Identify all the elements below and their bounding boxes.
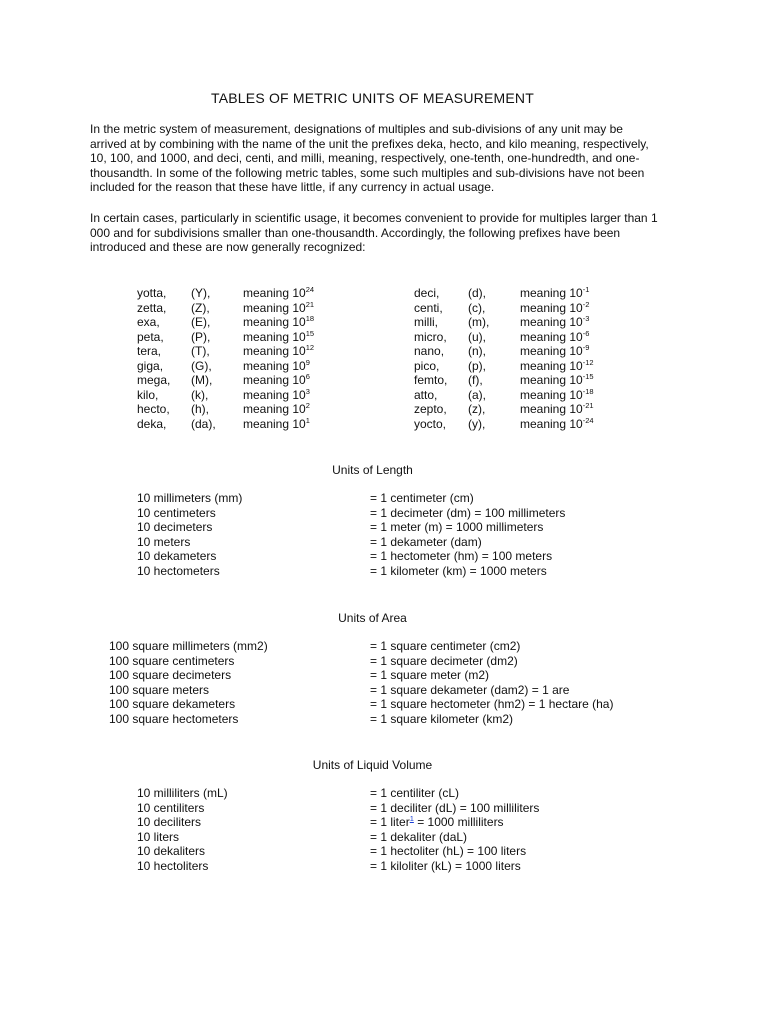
prefix-name: peta, — [137, 329, 164, 344]
prefix-meaning — [520, 373, 594, 388]
prefix-meaning — [520, 359, 594, 374]
prefix-meaning-base: meaning 10 — [520, 402, 583, 416]
unit-quantity: 100 square millimeters (mm2) — [109, 639, 268, 653]
prefix-exponent: 21 — [305, 299, 315, 309]
prefix-name: giga, — [137, 358, 164, 373]
prefix-meaning-base: meaning 10 — [520, 387, 583, 402]
prefix-name: micro, — [414, 329, 447, 344]
prefix-name: nano, — [414, 344, 445, 358]
unit-equivalent-text: = 1 kilometer (km) = 1000 meters — [370, 563, 547, 578]
prefix-name: exa, — [137, 315, 160, 329]
unit-row — [0, 697, 620, 712]
prefix-name: yotta, — [137, 286, 167, 300]
prefix-meaning-base: meaning 10 — [243, 358, 306, 373]
prefix-meaning-base: meaning 10 — [243, 315, 306, 329]
prefix-name: deci, — [414, 286, 440, 300]
prefix-exponent: 2 — [305, 401, 310, 410]
prefix-meaning-base: meaning 10 — [243, 387, 306, 402]
unit-quantity: 10 meters — [137, 534, 191, 549]
unit-quantity: 100 square hectometers — [109, 711, 239, 726]
prefix-symbol: (d), — [468, 286, 486, 300]
prefix-meaning-base: meaning 10 — [243, 300, 306, 315]
unit-equivalent-text: = 1 centimeter (cm) — [370, 491, 474, 505]
unit-quantity: 10 centiliters — [137, 800, 205, 815]
prefix-exponent: -1 — [582, 285, 590, 294]
unit-row — [0, 801, 620, 816]
unit-equivalent-text-after: = 1000 milliliters — [413, 815, 504, 830]
prefix-meaning-base: meaning 10 — [243, 373, 306, 387]
prefixes-paragraph: In certain cases, particularly in scientific usage, it becomes convenient to provide for multiples larger than 1 000 and for subdivisions smaller than one-thousandth. Accordingly, the following prefixes have been introduced and these are now generally recognized: — [90, 211, 658, 255]
unit-row — [0, 506, 620, 521]
prefix-meaning — [520, 315, 589, 330]
prefix-name: femto, — [414, 373, 448, 387]
liquid-volume-table — [0, 786, 620, 874]
prefix-meaning-base: meaning 10 — [520, 286, 583, 300]
prefix-meaning — [243, 388, 310, 403]
prefix-symbol: (f), — [468, 373, 483, 387]
unit-quantity: 10 hectometers — [137, 563, 220, 578]
prefix-symbol: (P), — [191, 329, 211, 344]
prefix-symbol: (y), — [468, 416, 486, 431]
prefix-exponent: -9 — [582, 343, 590, 352]
prefix-meaning — [243, 315, 314, 330]
prefix-symbol: (G), — [191, 358, 212, 373]
prefix-symbol: (h), — [191, 402, 209, 416]
prefix-symbol: (a), — [468, 387, 486, 402]
prefix-name: milli, — [414, 315, 438, 329]
unit-row — [0, 668, 620, 683]
prefix-meaning — [243, 344, 314, 359]
unit-equivalent-text: = 1 square centimeter (cm2) — [370, 639, 521, 653]
prefix-name: centi, — [414, 300, 443, 315]
prefix-exponent: -21 — [582, 401, 594, 410]
prefix-symbol: (M), — [191, 373, 213, 387]
unit-equivalent-text: = 1 decimeter (dm) = 100 millimeters — [370, 505, 566, 520]
unit-equivalent — [370, 654, 518, 669]
prefix-meaning — [243, 286, 314, 301]
prefix-symbol: (u), — [468, 329, 486, 344]
prefix-exponent: -15 — [582, 372, 594, 381]
prefix-meaning-base: meaning 10 — [243, 344, 306, 358]
unit-equivalent — [370, 683, 569, 698]
prefix-name: mega, — [137, 373, 171, 387]
prefix-symbol: (Z), — [191, 300, 210, 315]
unit-equivalent — [370, 520, 543, 535]
unit-equivalent-text: = 1 kiloliter (kL) = 1000 liters — [370, 858, 521, 873]
prefix-name: pico, — [414, 358, 440, 373]
unit-equivalent — [370, 801, 539, 816]
prefix-meaning — [243, 330, 314, 345]
unit-row — [0, 520, 620, 535]
unit-equivalent — [370, 535, 482, 550]
prefix-meaning-base: meaning 10 — [520, 373, 583, 387]
unit-quantity: 10 liters — [137, 829, 180, 844]
prefix-meaning-base: meaning 10 — [520, 358, 583, 373]
prefix-meaning — [520, 330, 589, 345]
prefix-name: zepto, — [414, 402, 447, 416]
length-section-title: Units of Length — [332, 463, 413, 477]
unit-equivalent-text: = 1 hectoliter (hL) = 100 liters — [370, 844, 527, 859]
unit-row — [0, 491, 620, 506]
prefix-exponent: 6 — [305, 372, 310, 381]
unit-equivalent-text: = 1 square meter (m2) — [370, 668, 490, 683]
prefix-meaning-base: meaning 10 — [520, 329, 583, 344]
unit-equivalent-text: = 1 centiliter (cL) — [370, 786, 460, 800]
prefix-meaning — [520, 344, 589, 359]
unit-row — [0, 639, 620, 654]
unit-row — [0, 683, 620, 698]
unit-row — [0, 830, 620, 845]
unit-quantity: 100 square decimeters — [109, 668, 232, 683]
unit-quantity: 10 hectoliters — [137, 858, 209, 873]
prefix-meaning-base: meaning 10 — [520, 416, 583, 431]
prefix-meaning-base: meaning 10 — [243, 329, 306, 344]
unit-equivalent — [370, 491, 474, 506]
prefix-name: deka, — [137, 416, 167, 431]
unit-equivalent-text: = 1 meter (m) = 1000 millimeters — [370, 520, 544, 535]
unit-equivalent-text: = 1 square dekameter (dam2) = 1 are — [370, 682, 570, 697]
unit-quantity: 10 millimeters (mm) — [137, 491, 243, 505]
unit-equivalent-text: = 1 square kilometer (km2) — [370, 711, 514, 726]
area-table — [0, 639, 620, 727]
prefix-exponent: 24 — [305, 285, 315, 294]
prefix-name: atto, — [414, 387, 438, 402]
prefix-meaning — [243, 373, 310, 388]
prefix-meaning — [243, 359, 310, 374]
unit-row — [0, 549, 620, 564]
prefix-symbol: (T), — [191, 344, 210, 358]
prefix-meaning-base: meaning 10 — [520, 315, 583, 329]
prefix-exponent: 9 — [305, 357, 310, 367]
unit-equivalent — [370, 549, 552, 564]
area-section-title: Units of Area — [338, 611, 407, 625]
unit-row — [0, 535, 620, 550]
unit-equivalent-text: = 1 dekaliter (daL) — [370, 829, 468, 844]
unit-equivalent — [370, 815, 504, 830]
prefix-meaning — [243, 402, 310, 417]
unit-quantity: 10 decimeters — [137, 520, 213, 535]
prefix-meaning — [520, 402, 594, 417]
unit-row — [0, 815, 620, 830]
prefix-meaning-base: meaning 10 — [243, 402, 306, 416]
prefix-exponent: -24 — [582, 415, 594, 425]
unit-equivalent-text: = 1 square hectometer (hm2) = 1 hectare (ha) — [370, 697, 614, 712]
prefix-meaning — [243, 301, 314, 316]
unit-quantity: 100 square dekameters — [109, 697, 236, 712]
unit-equivalent — [370, 564, 547, 579]
unit-quantity: 100 square meters — [109, 682, 210, 697]
unit-quantity: 10 milliliters (mL) — [137, 786, 228, 800]
prefix-meaning-base: meaning 10 — [520, 300, 583, 315]
unit-row — [0, 712, 620, 727]
prefix-name: yocto, — [414, 416, 447, 431]
prefix-symbol: (c), — [468, 300, 486, 315]
unit-equivalent — [370, 712, 513, 727]
unit-equivalent — [370, 786, 459, 801]
prefix-symbol: (da), — [191, 416, 216, 431]
unit-row — [0, 654, 620, 669]
prefix-exponent: -12 — [582, 357, 594, 367]
prefix-exponent: 18 — [305, 314, 315, 323]
unit-equivalent-text: = 1 dekameter (dam) — [370, 534, 482, 549]
unit-row — [0, 859, 620, 874]
prefix-name: zetta, — [137, 300, 167, 315]
unit-row — [0, 564, 620, 579]
prefix-name: tera, — [137, 344, 162, 358]
prefix-symbol: (p), — [468, 358, 486, 373]
prefix-symbol: (E), — [191, 315, 211, 329]
unit-equivalent — [370, 830, 467, 845]
unit-quantity: 10 centimeters — [137, 505, 216, 520]
prefix-exponent: 1 — [305, 415, 310, 425]
footnote-link[interactable]: 1 — [409, 814, 414, 824]
unit-row — [0, 786, 620, 801]
prefix-meaning-base: meaning 10 — [520, 344, 583, 358]
unit-equivalent — [370, 506, 565, 521]
prefix-symbol: (z), — [468, 402, 486, 416]
prefix-symbol: (n), — [468, 344, 486, 358]
page-title: TABLES OF METRIC UNITS OF MEASUREMENT — [211, 90, 534, 106]
prefix-meaning — [520, 388, 594, 403]
unit-equivalent — [370, 697, 613, 712]
prefix-exponent: 15 — [305, 328, 315, 338]
prefix-meaning — [243, 417, 310, 432]
prefix-meaning-base: meaning 10 — [243, 286, 306, 300]
length-table — [0, 491, 620, 579]
prefix-symbol: (m), — [468, 315, 490, 329]
unit-equivalent-text: = 1 deciliter (dL) = 100 milliliters — [370, 800, 540, 815]
unit-equivalent-text: = 1 square decimeter (dm2) — [370, 653, 518, 668]
prefix-meaning — [520, 286, 589, 301]
prefix-exponent: -6 — [582, 328, 590, 338]
prefix-meaning — [520, 301, 589, 316]
unit-row — [0, 844, 620, 859]
prefix-exponent: -3 — [582, 314, 590, 323]
unit-equivalent — [370, 844, 526, 859]
unit-equivalent-text: = 1 hectometer (hm) = 100 meters — [370, 549, 553, 564]
prefix-name: kilo, — [137, 387, 159, 402]
prefix-exponent: -18 — [582, 386, 594, 396]
unit-quantity: 10 dekaliters — [137, 844, 206, 859]
unit-equivalent — [370, 639, 520, 654]
unit-quantity: 100 square centimeters — [109, 653, 235, 668]
prefix-meaning — [520, 417, 594, 432]
prefix-exponent: 3 — [305, 386, 310, 396]
unit-quantity: 10 deciliters — [137, 815, 202, 830]
prefix-symbol: (k), — [191, 387, 209, 402]
prefix-exponent: -2 — [582, 299, 590, 309]
prefix-symbol: (Y), — [191, 286, 211, 300]
prefix-exponent: 12 — [305, 343, 315, 352]
unit-equivalent-text: = 1 liter — [370, 815, 410, 830]
unit-equivalent — [370, 859, 521, 874]
prefix-name: hecto, — [137, 402, 170, 416]
unit-equivalent — [370, 668, 489, 683]
liquid-volume-section-title: Units of Liquid Volume — [312, 758, 433, 772]
unit-quantity: 10 dekameters — [137, 549, 217, 564]
intro-paragraph: In the metric system of measurement, designations of multiples and sub-divisions of any unit may be arrived at by combining with the name of the unit the prefixes deka, hecto, and kilo meaning, respectively, 10, 100, and 1000, and deci, centi, and milli, meaning, respectively, one-tenth, one-hundredth, and one-thousandth. In some of the following metric tables, some such multiples and sub-divisions have not been included for the reason that these have little, if any currency in actual usage. — [90, 122, 649, 195]
prefix-meaning-base: meaning 10 — [243, 416, 306, 431]
